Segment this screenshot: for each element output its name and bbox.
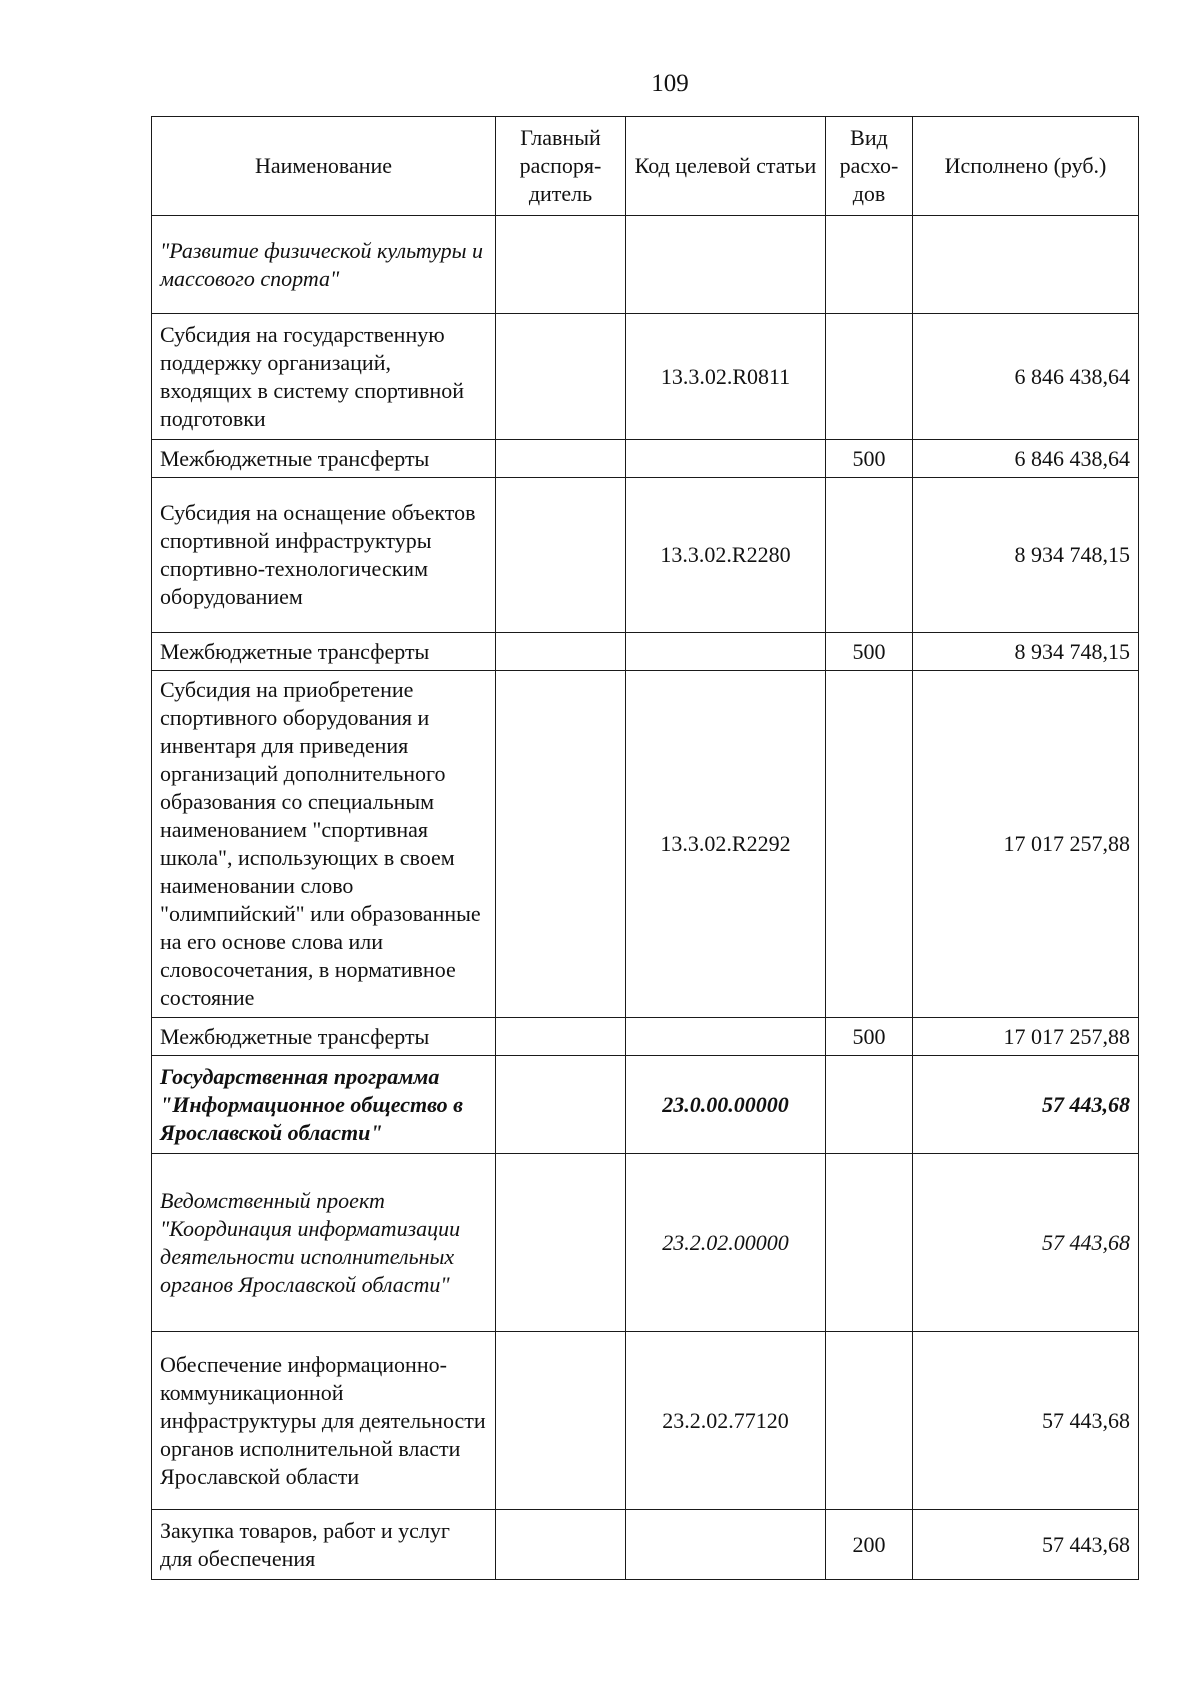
column-header-target-code: Код целевой статьи	[626, 117, 826, 216]
table-row	[152, 478, 1139, 633]
cell-amount: 57 443,68	[913, 1332, 1139, 1510]
cell-manager	[496, 1510, 626, 1580]
column-header-name: Наименование	[152, 117, 496, 216]
cell-amount: 8 934 748,15	[913, 633, 1139, 671]
cell-name: Межбюджетные трансферты	[152, 633, 496, 671]
cell-target-code: 23.2.02.77120	[626, 1332, 826, 1510]
cell-manager	[496, 440, 626, 478]
cell-expense-type	[826, 1056, 913, 1154]
cell-manager	[496, 314, 626, 440]
cell-expense-type: 500	[826, 633, 913, 671]
cell-name: Государственная программа "Информационное общество в Ярославской области"	[152, 1056, 496, 1154]
cell-target-code	[626, 1510, 826, 1580]
cell-target-code: 13.3.02.R2292	[626, 671, 826, 1018]
cell-name: Межбюджетные трансферты	[152, 440, 496, 478]
cell-expense-type: 200	[826, 1510, 913, 1580]
cell-amount: 17 017 257,88	[913, 671, 1139, 1018]
table-header-row	[152, 117, 1139, 216]
cell-name: Закупка товаров, работ и услуг для обеспечения	[152, 1510, 496, 1580]
cell-manager	[496, 216, 626, 314]
cell-amount: 17 017 257,88	[913, 1018, 1139, 1056]
column-header-expense-type: Вид расхо-дов	[826, 117, 913, 216]
cell-name: Межбюджетные трансферты	[152, 1018, 496, 1056]
cell-amount: 6 846 438,64	[913, 314, 1139, 440]
cell-amount: 57 443,68	[913, 1056, 1139, 1154]
cell-target-code	[626, 216, 826, 314]
cell-expense-type	[826, 1332, 913, 1510]
cell-target-code: 13.3.02.R2280	[626, 478, 826, 633]
cell-target-code: 23.2.02.00000	[626, 1154, 826, 1332]
cell-target-code: 13.3.02.R0811	[626, 314, 826, 440]
cell-manager	[496, 1018, 626, 1056]
cell-name: Субсидия на оснащение объектов спортивной инфраструктуры спортивно-технологическим оборудованием	[152, 478, 496, 633]
cell-name: Обеспечение информационно-коммуникационной инфраструктуры для деятельности органов исполнительной власти Ярославской области	[152, 1332, 496, 1510]
cell-name: Субсидия на приобретение спортивного оборудования и инвентаря для приведения организаций дополнительного образования со специальным наименованием "спортивная школа", использующих в своем наименовании слово "олимпийский" или образованные на его основе слова или словосочетания, в нормативное состояние	[152, 671, 496, 1018]
table-row	[152, 1018, 1139, 1056]
cell-expense-type	[826, 314, 913, 440]
table-row	[152, 216, 1139, 314]
table-row	[152, 1510, 1139, 1580]
cell-expense-type	[826, 1154, 913, 1332]
cell-manager	[496, 478, 626, 633]
table-row	[152, 671, 1139, 1018]
cell-manager	[496, 1056, 626, 1154]
cell-expense-type: 500	[826, 1018, 913, 1056]
expenditure-table	[151, 116, 1139, 1580]
cell-expense-type	[826, 216, 913, 314]
cell-manager	[496, 671, 626, 1018]
cell-manager	[496, 633, 626, 671]
page-number: 109	[651, 70, 689, 97]
cell-expense-type	[826, 671, 913, 1018]
cell-amount: 6 846 438,64	[913, 440, 1139, 478]
column-header-executed: Исполнено (руб.)	[913, 117, 1139, 216]
cell-amount: 57 443,68	[913, 1154, 1139, 1332]
cell-manager	[496, 1332, 626, 1510]
cell-target-code	[626, 440, 826, 478]
cell-amount: 8 934 748,15	[913, 478, 1139, 633]
cell-target-code: 23.0.00.00000	[626, 1056, 826, 1154]
column-header-main-manager: Главный распоря-дитель	[496, 117, 626, 216]
cell-expense-type	[826, 478, 913, 633]
cell-name: "Развитие физической культуры и массового спорта"	[152, 216, 496, 314]
table-row	[152, 314, 1139, 440]
table-row	[152, 1154, 1139, 1332]
cell-name: Субсидия на государственную поддержку организаций, входящих в систему спортивной подготовки	[152, 314, 496, 440]
cell-amount	[913, 216, 1139, 314]
cell-target-code	[626, 1018, 826, 1056]
table-row	[152, 440, 1139, 478]
cell-name: Ведомственный проект "Координация информатизации деятельности исполнительных органов Ярославской области"	[152, 1154, 496, 1332]
cell-amount: 57 443,68	[913, 1510, 1139, 1580]
cell-target-code	[626, 633, 826, 671]
cell-expense-type: 500	[826, 440, 913, 478]
cell-manager	[496, 1154, 626, 1332]
table-row	[152, 1056, 1139, 1154]
table-row	[152, 633, 1139, 671]
table-row	[152, 1332, 1139, 1510]
